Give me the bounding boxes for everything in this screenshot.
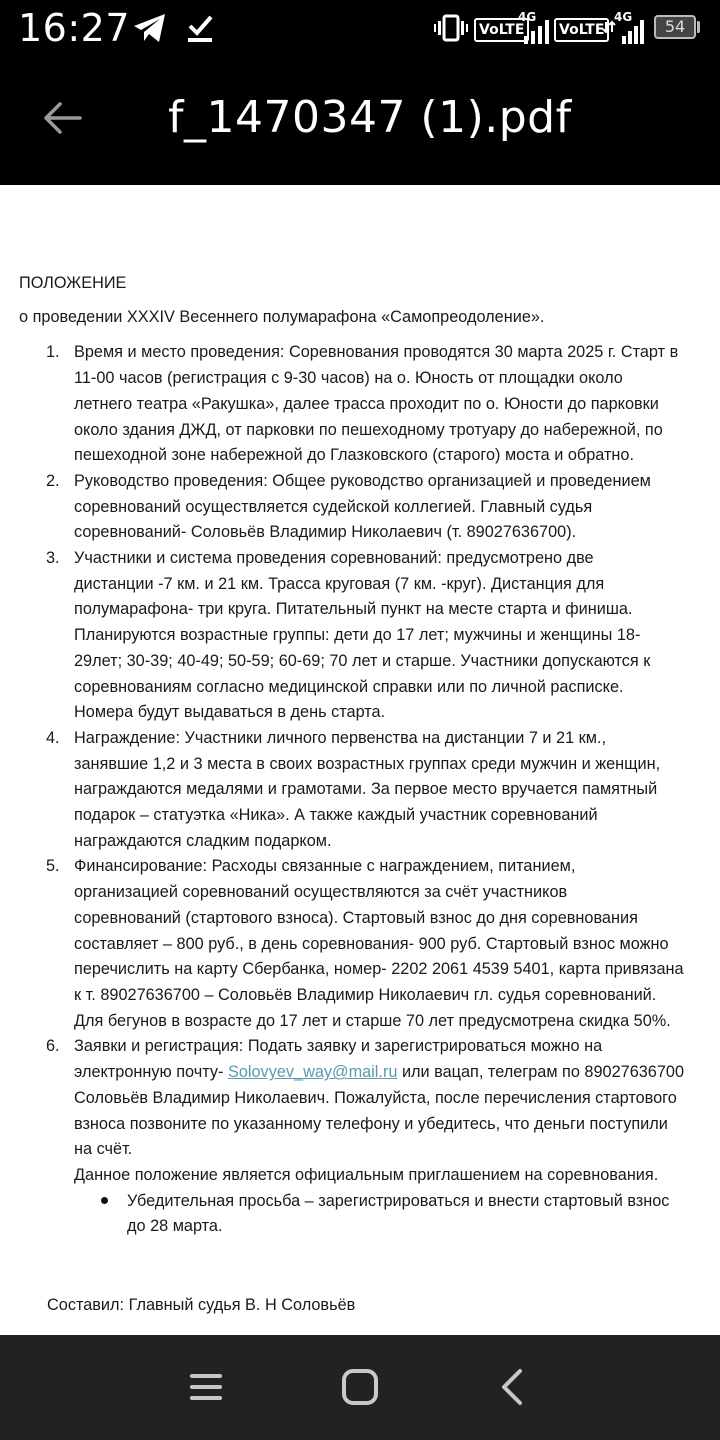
signature: Составил: Главный судья В. Н Соловьёв (47, 1296, 356, 1315)
item-line: Руководство проведения: Общее руководство организацией и проведением (74, 471, 651, 490)
item-line: Соловьёв Владимир Николаевич. Пожалуйста, после перечисления стартового (74, 1088, 677, 1107)
item-line: 29лет; 30-39; 40-49; 50-59; 60-69; 70 лет и старше. Участники допускаются к (74, 651, 651, 670)
item-number: 4. (46, 728, 60, 747)
app-bar (0, 56, 720, 185)
item-line: Данное положение является официальным приглашением на соревнования. (74, 1165, 659, 1184)
battery-indicator: 54 (654, 15, 696, 39)
item-line: награждаются сладким подарком. (74, 831, 332, 850)
item-line: Финансирование: Расходы связанные с награждением, питанием, (74, 857, 576, 876)
navigation-bar (0, 1335, 720, 1440)
item-line: соревнований осуществляется судейской коллегией. Главный судья (74, 497, 593, 516)
item-number: 3. (46, 549, 60, 568)
item-line: пешеходной зоне набережной до Глазковского (старого) моста и обратно. (74, 446, 634, 465)
battery-tip (697, 21, 700, 33)
document-subheading: о проведении XXXIV Весеннего полумарафона «Самопреодоление». (19, 307, 545, 326)
item-line: соревнований (стартового взноса). Стартовый взнос до дня соревнования (74, 908, 638, 927)
document-heading: ПОЛОЖЕНИЕ (19, 274, 127, 292)
item-line: полумарафона- три круга. Питательный пункт на месте старта и финиша. (74, 600, 633, 619)
item-line: соревнований- Соловьёв Владимир Николаевич (т. 89027636700). (74, 523, 577, 542)
recent-apps-icon[interactable] (184, 1365, 228, 1409)
email-link[interactable]: Solovyev_way@mail.ru (227, 1063, 398, 1082)
status-bar (0, 0, 720, 56)
item-line: Для бегунов в возрасте до 17 лет и старше 70 лет предусмотрена скидка 50%. (74, 1011, 671, 1030)
list-item (19, 469, 719, 546)
document-title: f_1470347 (1).pdf (168, 92, 572, 143)
item-line: летнего театра «Ракушка», далее трасса проходит по о. Юности до парковки (74, 394, 659, 413)
item-line: Планируются возрастные группы: дети до 17 лет; мужчины и женщины 18- (74, 626, 641, 645)
item-line: взноса позвоните по указанному телефону и убедитесь, что деньги поступили (74, 1114, 668, 1133)
back-arrow-icon[interactable] (40, 96, 84, 140)
item-line: составляет – 800 руб., в день соревнования- 900 руб. Стартовый взнос можно (74, 934, 669, 953)
list-item (19, 546, 719, 726)
home-icon[interactable] (338, 1365, 382, 1409)
volte-badge-2: VoLTE (554, 18, 609, 42)
item-line: Время и место проведения: Соревнования проводятся 30 марта 2025 г. Старт в (74, 343, 679, 362)
vibrate-icon (434, 14, 468, 42)
item-line: к т. 89027636700 – Соловьёв Владимир Николаевич гл. судья соревнований. (74, 985, 657, 1004)
pdf-page[interactable] (0, 185, 720, 1335)
email-suffix: или вацап, телеграм по 89027636700 (397, 1063, 685, 1082)
item-line: Награждение: Участники личного первенства на дистанции 7 и 21 км., (74, 728, 607, 747)
list-item (19, 854, 719, 1034)
numbered-list (19, 340, 719, 1188)
item-line-with-email (74, 1060, 719, 1086)
bullet-item (19, 1189, 719, 1240)
item-line: Участники и система проведения соревнований: предусмотрено две (74, 549, 594, 568)
item-line: подарок – статуэтка «Ника». А также каждый участник соревнований (74, 806, 598, 825)
item-line: Номера будут выдаваться в день старта. (74, 703, 386, 722)
item-line: Заявки и регистрация: Подать заявку и зарегистрироваться можно на (74, 1037, 603, 1056)
list-item (19, 340, 719, 469)
network-type-label: 4G (518, 10, 537, 24)
bullet-line: до 28 марта. (127, 1217, 223, 1236)
volte-badge: VoLTE (474, 18, 529, 42)
bullet-line: Убедительная просьба – зарегистрироваться и внести стартовый взнос (127, 1191, 670, 1210)
bullet-dot (101, 1197, 108, 1204)
download-done-icon (186, 12, 214, 44)
list-item (19, 726, 719, 855)
signal-icon (522, 20, 550, 44)
item-line: перечислить на карту Сбербанка, номер- 2202 2061 4539 5401, карта привязана (74, 960, 684, 979)
back-icon[interactable] (490, 1365, 534, 1409)
telegram-icon (132, 12, 168, 44)
item-line: соревнованиям согласно медицинской справки или по личной расписке. (74, 677, 624, 696)
document-body (19, 271, 719, 1240)
item-number: 2. (46, 471, 60, 490)
item-line: на счёт. (74, 1140, 133, 1159)
item-number: 6. (46, 1037, 60, 1056)
item-line: награждаются медалями и грамотами. За первое место вручается памятный (74, 780, 658, 799)
status-time: 16:27 (18, 6, 131, 50)
item-line: занявшие 1,2 и 3 места в своих возрастных группах среди мужчин и женщин, (74, 754, 661, 773)
item-line: дистанции -7 км. и 21 км. Трасса круговая (7 км. -круг). Дистанция для (74, 574, 605, 593)
item-line: 11-00 часов (регистрация с 9-30 часов) на о. Юность от площадки около (74, 369, 623, 388)
network-type-label-2: 4G (614, 10, 633, 24)
item-number: 1. (46, 343, 60, 362)
email-prefix: электронную почту- (74, 1063, 228, 1082)
list-item (19, 1034, 719, 1188)
item-line: около здания ДЖД, от парковки по пешеходному тротуару до набережной, по (74, 420, 663, 439)
item-number: 5. (46, 857, 60, 876)
signal-icon-2 (602, 20, 648, 44)
item-line: организацией соревнований осуществляются за счёт участников (74, 883, 568, 902)
